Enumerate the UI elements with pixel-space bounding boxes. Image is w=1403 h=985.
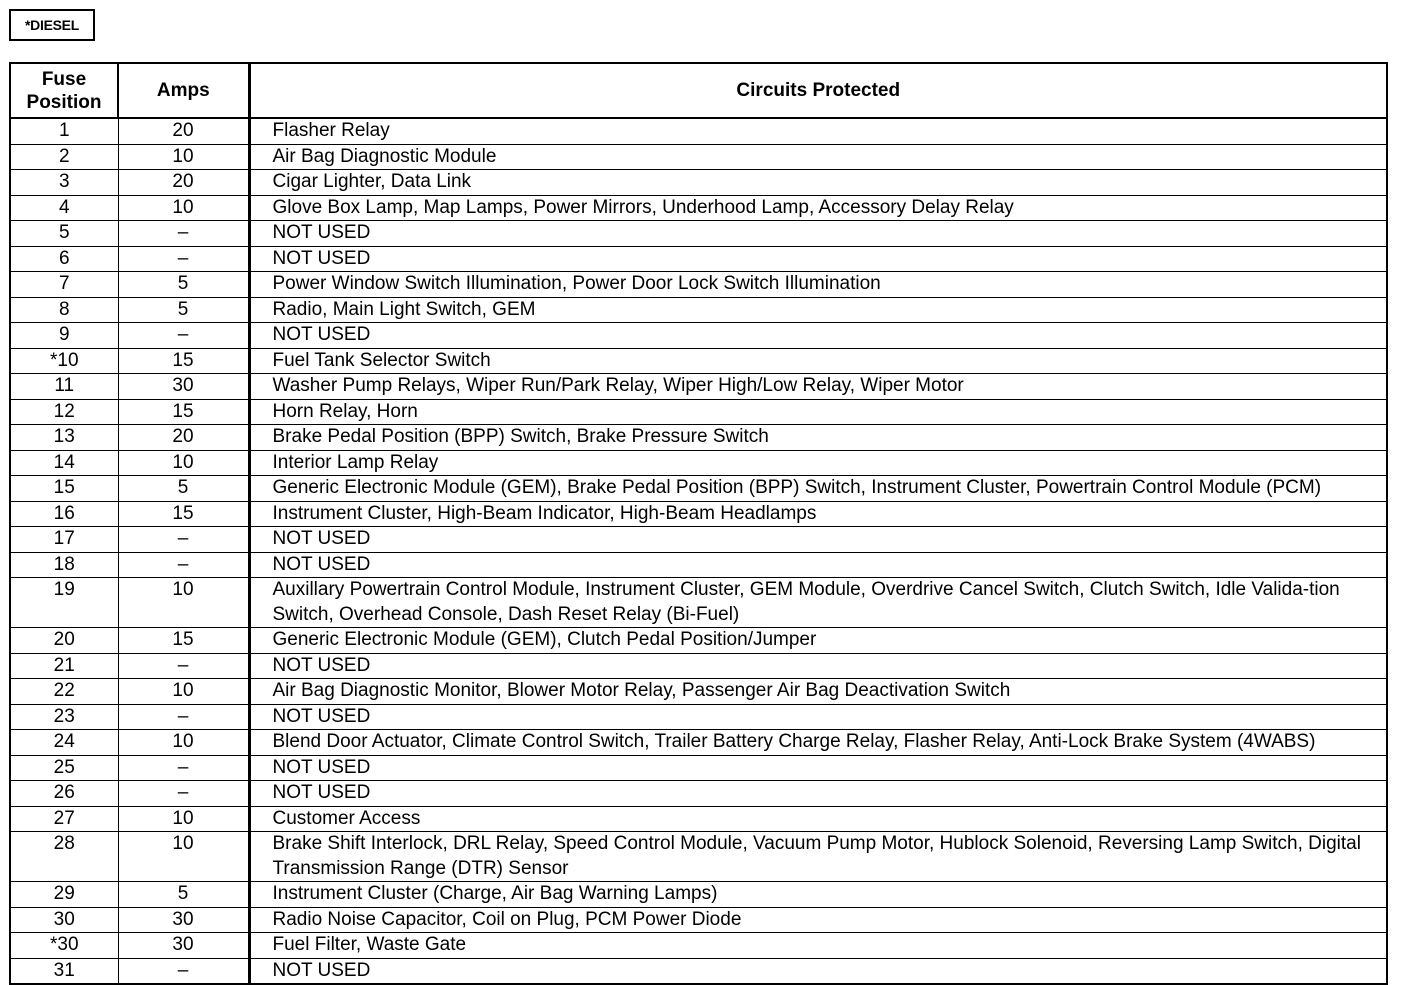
circuits-protected-cell: Fuel Filter, Waste Gate (249, 933, 1387, 959)
table-row (10, 730, 1387, 756)
circuits-protected-cell: Flasher Relay (249, 118, 1387, 144)
amps-cell: 15 (118, 348, 249, 374)
fuse-position-cell: 1 (10, 118, 118, 144)
fuse-position-cell: 3 (10, 170, 118, 196)
fuse-position-cell: 30 (10, 907, 118, 933)
circuits-protected-cell: Horn Relay, Horn (249, 399, 1387, 425)
table-row (10, 221, 1387, 247)
circuits-protected-cell: Radio Noise Capacitor, Coil on Plug, PCM Power Diode (249, 907, 1387, 933)
fuse-position-cell: 27 (10, 806, 118, 832)
table-row (10, 425, 1387, 451)
circuits-protected-cell: NOT USED (249, 755, 1387, 781)
amps-cell: 10 (118, 144, 249, 170)
amps-cell: 30 (118, 933, 249, 959)
circuits-protected-cell: Interior Lamp Relay (249, 450, 1387, 476)
amps-cell: 30 (118, 907, 249, 933)
amps-cell: – (118, 221, 249, 247)
table-header-row (10, 63, 1387, 118)
fuse-table-body (10, 118, 1387, 984)
amps-cell: 5 (118, 476, 249, 502)
circuits-protected-cell: Washer Pump Relays, Wiper Run/Park Relay, Wiper High/Low Relay, Wiper Motor (249, 374, 1387, 400)
circuits-protected-cell: NOT USED (249, 323, 1387, 349)
circuits-protected-cell: Instrument Cluster, High-Beam Indicator, High-Beam Headlamps (249, 501, 1387, 527)
circuits-protected-cell: Air Bag Diagnostic Module (249, 144, 1387, 170)
fuse-position-cell: 29 (10, 882, 118, 908)
header-circuits-protected: Circuits Protected (249, 63, 1387, 118)
amps-cell: 10 (118, 679, 249, 705)
fuse-position-cell: 6 (10, 246, 118, 272)
table-row (10, 704, 1387, 730)
table-row (10, 933, 1387, 959)
circuits-protected-cell: Generic Electronic Module (GEM), Clutch Pedal Position/Jumper (249, 628, 1387, 654)
amps-cell: – (118, 704, 249, 730)
table-row (10, 246, 1387, 272)
fuse-position-cell: 18 (10, 552, 118, 578)
circuits-protected-cell: NOT USED (249, 527, 1387, 553)
circuits-protected-cell: Brake Pedal Position (BPP) Switch, Brake Pressure Switch (249, 425, 1387, 451)
table-row (10, 272, 1387, 298)
fuse-position-cell: 21 (10, 653, 118, 679)
amps-cell: – (118, 246, 249, 272)
amps-cell: – (118, 653, 249, 679)
table-row (10, 755, 1387, 781)
circuits-protected-cell: NOT USED (249, 781, 1387, 807)
table-row (10, 170, 1387, 196)
amps-cell: – (118, 552, 249, 578)
table-row (10, 323, 1387, 349)
amps-cell: 10 (118, 832, 249, 882)
table-row (10, 527, 1387, 553)
header-amps: Amps (118, 63, 249, 118)
fuse-position-cell: 24 (10, 730, 118, 756)
fuse-position-cell: 14 (10, 450, 118, 476)
table-row (10, 501, 1387, 527)
table-row (10, 552, 1387, 578)
amps-cell: 10 (118, 806, 249, 832)
circuits-protected-cell: Brake Shift Interlock, DRL Relay, Speed Control Module, Vacuum Pump Motor, Hublock Solenoid, Reversing Lamp Switch, Digital Transmission Range (DTR) Sensor (249, 832, 1387, 882)
circuits-protected-cell: NOT USED (249, 221, 1387, 247)
table-row (10, 476, 1387, 502)
table-row (10, 653, 1387, 679)
amps-cell: 5 (118, 297, 249, 323)
circuits-protected-cell: Glove Box Lamp, Map Lamps, Power Mirrors, Underhood Lamp, Accessory Delay Relay (249, 195, 1387, 221)
fuse-position-cell: 9 (10, 323, 118, 349)
amps-cell: 10 (118, 195, 249, 221)
fuse-position-cell: 16 (10, 501, 118, 527)
amps-cell: – (118, 755, 249, 781)
table-row (10, 399, 1387, 425)
fuse-position-cell: 7 (10, 272, 118, 298)
fuse-position-cell: 19 (10, 578, 118, 628)
table-row (10, 679, 1387, 705)
fuse-position-cell: 2 (10, 144, 118, 170)
table-row (10, 297, 1387, 323)
table-row (10, 806, 1387, 832)
amps-cell: 20 (118, 170, 249, 196)
fuse-position-cell: 22 (10, 679, 118, 705)
circuits-protected-cell: NOT USED (249, 246, 1387, 272)
fuse-position-cell: 4 (10, 195, 118, 221)
diesel-note: *DIESEL (9, 9, 95, 41)
fuse-position-cell: 8 (10, 297, 118, 323)
circuits-protected-cell: Fuel Tank Selector Switch (249, 348, 1387, 374)
circuits-protected-cell: NOT USED (249, 552, 1387, 578)
amps-cell: 5 (118, 882, 249, 908)
circuits-protected-cell: NOT USED (249, 704, 1387, 730)
amps-cell: – (118, 527, 249, 553)
fuse-position-cell: 23 (10, 704, 118, 730)
amps-cell: 30 (118, 374, 249, 400)
table-row (10, 348, 1387, 374)
fuse-position-cell: *30 (10, 933, 118, 959)
table-row (10, 907, 1387, 933)
fuse-position-cell: 17 (10, 527, 118, 553)
circuits-protected-cell: Auxillary Powertrain Control Module, Instrument Cluster, GEM Module, Overdrive Cancel Switch, Clutch Switch, Idle Valida-tion Switch, Overhead Console, Dash Reset Relay (Bi-Fuel) (249, 578, 1387, 628)
circuits-protected-cell: Generic Electronic Module (GEM), Brake Pedal Position (BPP) Switch, Instrument Cluster, Powertrain Control Module (PCM) (249, 476, 1387, 502)
table-row (10, 144, 1387, 170)
amps-cell: 15 (118, 628, 249, 654)
fuse-position-cell: 25 (10, 755, 118, 781)
circuits-protected-cell: Air Bag Diagnostic Monitor, Blower Motor Relay, Passenger Air Bag Deactivation Switch (249, 679, 1387, 705)
fuse-position-cell: 20 (10, 628, 118, 654)
circuits-protected-cell: Customer Access (249, 806, 1387, 832)
circuits-protected-cell: Cigar Lighter, Data Link (249, 170, 1387, 196)
circuits-protected-cell: NOT USED (249, 653, 1387, 679)
fuse-position-cell: 5 (10, 221, 118, 247)
circuits-protected-cell: NOT USED (249, 958, 1387, 984)
fuse-position-cell: 12 (10, 399, 118, 425)
circuits-protected-cell: Blend Door Actuator, Climate Control Switch, Trailer Battery Charge Relay, Flasher Relay, Anti-Lock Brake System (4WABS) (249, 730, 1387, 756)
amps-cell: 10 (118, 450, 249, 476)
table-row (10, 882, 1387, 908)
table-row (10, 958, 1387, 984)
fuse-table (9, 62, 1388, 985)
amps-cell: – (118, 958, 249, 984)
fuse-position-cell: 11 (10, 374, 118, 400)
circuits-protected-cell: Radio, Main Light Switch, GEM (249, 297, 1387, 323)
header-position-label: Position (26, 91, 102, 113)
amps-cell: 5 (118, 272, 249, 298)
header-fuse-label: Fuse (41, 68, 87, 90)
amps-cell: 10 (118, 730, 249, 756)
table-row (10, 628, 1387, 654)
table-row (10, 781, 1387, 807)
amps-cell: 20 (118, 118, 249, 144)
header-fuse-position (10, 63, 118, 118)
fuse-position-cell: 28 (10, 832, 118, 882)
circuits-protected-cell: Power Window Switch Illumination, Power Door Lock Switch Illumination (249, 272, 1387, 298)
amps-cell: – (118, 781, 249, 807)
amps-cell: 20 (118, 425, 249, 451)
fuse-position-cell: 13 (10, 425, 118, 451)
table-row (10, 374, 1387, 400)
fuse-position-cell: 15 (10, 476, 118, 502)
circuits-protected-cell: Instrument Cluster (Charge, Air Bag Warning Lamps) (249, 882, 1387, 908)
table-row (10, 118, 1387, 144)
fuse-position-cell: 31 (10, 958, 118, 984)
amps-cell: 10 (118, 578, 249, 628)
table-row (10, 195, 1387, 221)
fuse-position-cell: *10 (10, 348, 118, 374)
table-row (10, 450, 1387, 476)
amps-cell: – (118, 323, 249, 349)
fuse-position-cell: 26 (10, 781, 118, 807)
amps-cell: 15 (118, 399, 249, 425)
table-row (10, 832, 1387, 882)
table-row (10, 578, 1387, 628)
amps-cell: 15 (118, 501, 249, 527)
